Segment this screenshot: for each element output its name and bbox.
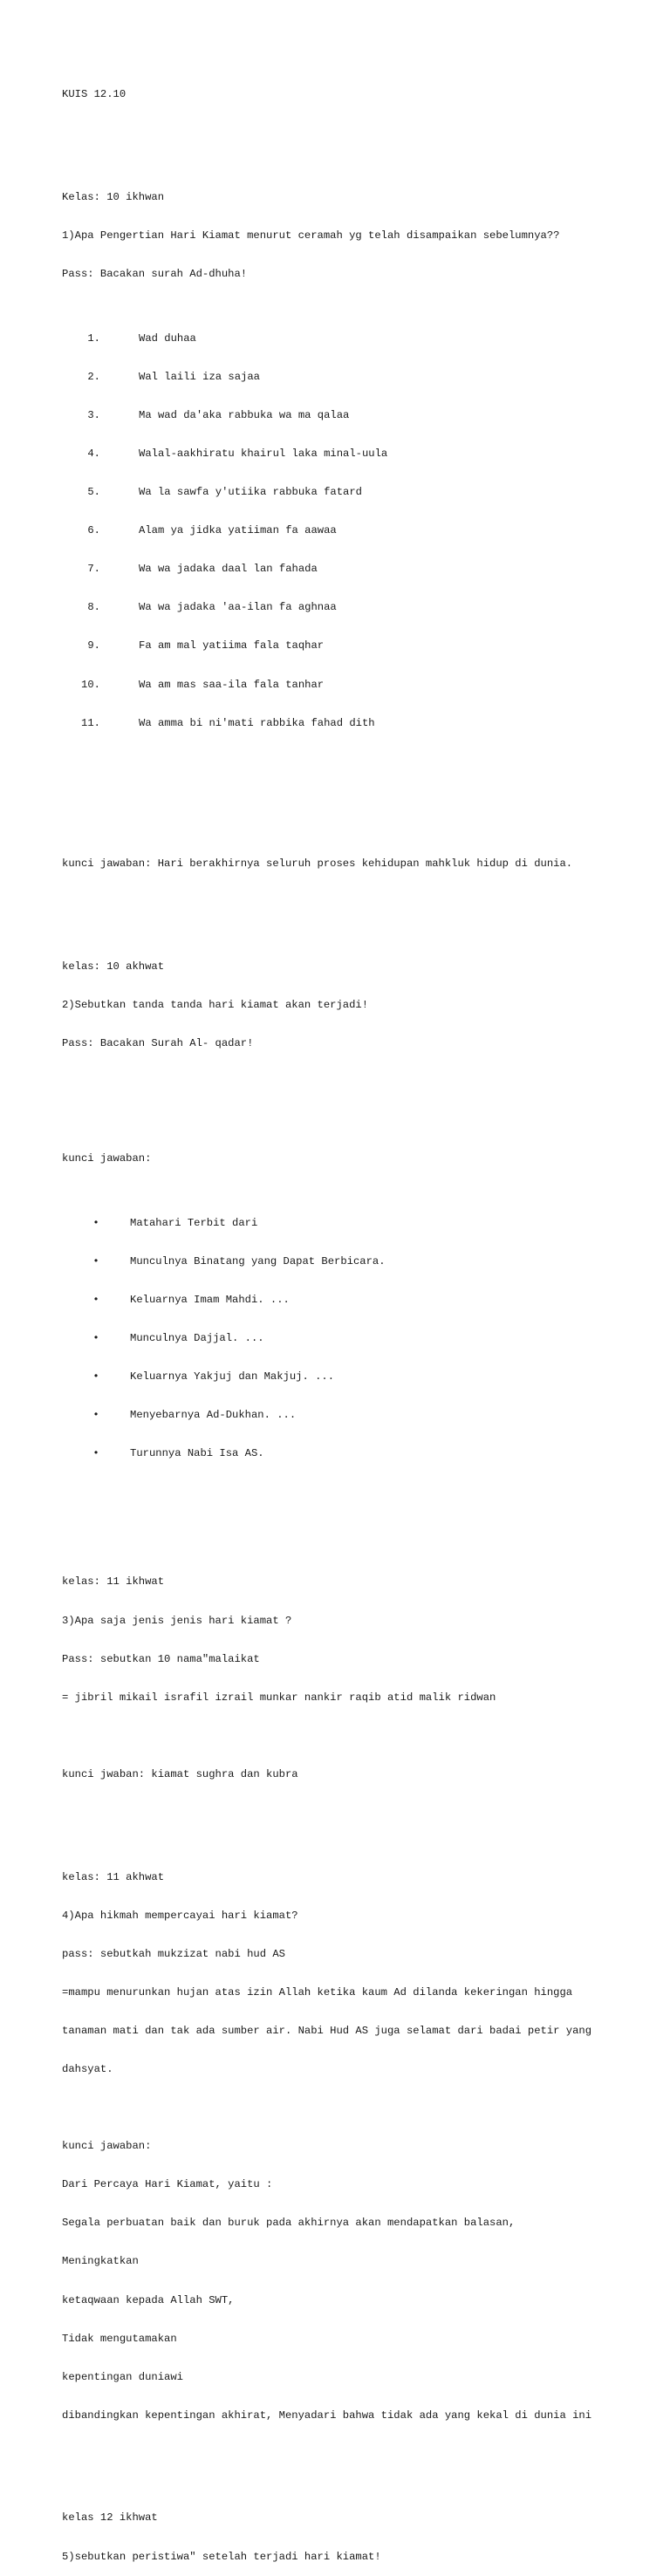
q1-verse-list [62, 306, 638, 755]
verse-item [62, 717, 638, 730]
verse-item [62, 679, 638, 692]
q4-kunci-line: Segala perbuatan baik dan buruk pada akhirnya akan mendapatkan balasan, [62, 2217, 516, 2230]
q2-pass: Pass: Bacakan Surah Al- qadar! [62, 1037, 254, 1050]
verse-item [62, 486, 638, 499]
bullet-item [62, 1370, 638, 1384]
bullet-icon: • [92, 1216, 99, 1229]
bullet-text: Keluarnya Yakjuj dan Makjuj. ... [130, 1370, 335, 1384]
bullet-text: Matahari Terbit dari [130, 1216, 258, 1229]
blank-line [62, 819, 638, 832]
verse-item [62, 409, 638, 422]
q4-kelas: kelas: 11 akhwat [62, 1870, 165, 1883]
bullet-text: Munculnya Dajjal. ... [130, 1332, 264, 1345]
bullet-icon: • [92, 1447, 99, 1460]
blank-line [62, 127, 638, 140]
verse-number: 5. [87, 486, 100, 499]
blank-line [62, 2101, 638, 2115]
q4-kunci-line: Meningkatkan [62, 2255, 139, 2268]
q2-kelas: kelas: 10 akhwat [62, 960, 165, 973]
blank-line [62, 1730, 638, 1743]
q2-bullet-list [62, 1191, 638, 1486]
verse-text: Wa la sawfa y'utiika rabbuka fatard [139, 486, 362, 499]
quiz-title: KUIS 12.10 [62, 88, 126, 101]
q4-kunci-label: kunci jawaban: [62, 2140, 152, 2153]
q1-kelas: Kelas: 10 ikhwan [62, 191, 165, 203]
verse-text: Wa amma bi ni'mati rabbika fahad dith [139, 716, 375, 729]
bullet-item [62, 1409, 638, 1422]
bullet-icon: • [92, 1409, 99, 1422]
q5-question: 5)sebutkan peristiwa" setelah terjadi hari kiamat! [62, 2550, 381, 2563]
bullet-icon: • [92, 1254, 99, 1268]
q4-kunci-line: ketaqwaan kepada Allah SWT, [62, 2293, 235, 2306]
q4-kunci-line: Dari Percaya Hari Kiamat, yaitu : [62, 2178, 273, 2191]
bullet-text: Munculnya Binatang yang Dapat Berbicara. [130, 1254, 386, 1268]
verse-text: Wad duhaa [139, 331, 196, 345]
verse-number: 8. [87, 601, 100, 614]
verse-number: 6. [87, 524, 100, 537]
verse-text: Wa wa jadaka daal lan fahada [139, 563, 318, 576]
q1-kunci: kunci jawaban: Hari berakhirnya seluruh proses kehidupan mahkluk hidup di dunia. [62, 858, 573, 871]
verse-item [62, 563, 638, 576]
verse-text: Fa am mal yatiima fala taqhar [139, 639, 325, 653]
verse-item [62, 371, 638, 384]
q4-kunci-line: dibandingkan kepentingan akhirat, Menyadari bahwa tidak ada yang kekal di dunia ini [62, 2409, 592, 2422]
verse-number: 9. [87, 639, 100, 653]
bullet-item [62, 1447, 638, 1460]
q4-answer-line: tanaman mati dan tak ada sumber air. Nabi Hud AS juga selamat dari badai petir yang [62, 2024, 592, 2037]
q5-kelas: kelas 12 ikhwat [62, 2511, 158, 2525]
q3-question: 3)Apa saja jenis jenis hari kiamat ? [62, 1614, 292, 1627]
bullet-item [62, 1294, 638, 1307]
verse-number: 1. [87, 331, 100, 345]
verse-text: Wa wa jadaka 'aa-ilan fa aghnaa [139, 601, 337, 614]
q2-kunci-label: kunci jawaban: [62, 1152, 152, 1165]
q1-question: 1)Apa Pengertian Hari Kiamat menurut ceramah yg telah disampaikan sebelumnya?? [62, 229, 560, 243]
verse-text: Wal laili iza sajaa [139, 370, 260, 383]
q3-pass: Pass: sebutkan 10 nama"malaikat [62, 1652, 260, 1665]
verse-text: Alam ya jidka yatiiman fa aawaa [139, 524, 337, 537]
verse-item [62, 448, 638, 461]
q3-kunci: kunci jwaban: kiamat sughra dan kubra [62, 1767, 298, 1780]
q4-question: 4)Apa hikmah mempercayai hari kiamat? [62, 1909, 298, 1922]
bullet-icon: • [92, 1370, 99, 1384]
blank-line [62, 1076, 638, 1089]
q2-question: 2)Sebutkan tanda tanda hari kiamat akan terjadi! [62, 999, 369, 1011]
verse-item [62, 332, 638, 345]
blank-line [62, 781, 638, 794]
blank-line [62, 1807, 638, 1820]
verse-text: Walal-aakhiratu khairul laka minal-uula [139, 447, 388, 460]
q1-pass: Pass: Bacakan surah Ad-dhuha! [62, 268, 248, 281]
verse-number: 4. [87, 447, 100, 460]
q4-pass: pass: sebutkah mukzizat nabi hud AS [62, 1947, 285, 1960]
bullet-text: Turunnya Nabi Isa AS. [130, 1447, 264, 1460]
q3-answer: = jibril mikail israfil izrail munkar nankir raqib atid malik ridwan [62, 1691, 496, 1704]
q3-kelas: kelas: 11 ikhwat [62, 1575, 165, 1589]
verse-item [62, 524, 638, 537]
blank-line [62, 1114, 638, 1127]
bullet-icon: • [92, 1294, 99, 1307]
verse-item [62, 639, 638, 653]
blank-line [62, 2448, 638, 2461]
verse-text: Wa am mas saa-ila fala tanhar [139, 678, 325, 691]
bullet-text: Keluarnya Imam Mahdi. ... [130, 1294, 290, 1307]
bullet-item [62, 1217, 638, 1230]
bullet-item [62, 1255, 638, 1268]
q4-answer-line: =mampu menurunkan hujan atas izin Allah ketika kaum Ad dilanda kekeringan hingga [62, 1985, 573, 1999]
q4-answer-line: dahsyat. [62, 2062, 113, 2075]
bullet-text: Menyebarnya Ad-Dukhan. ... [130, 1409, 297, 1422]
document-page [62, 63, 638, 2576]
q4-kunci-line: kepentingan duniawi [62, 2370, 183, 2383]
verse-text: Ma wad da'aka rabbuka wa ma qalaa [139, 408, 350, 421]
bullet-item [62, 1332, 638, 1345]
verse-number: 2. [87, 370, 100, 383]
verse-item [62, 601, 638, 614]
bullet-icon: • [92, 1332, 99, 1345]
blank-line [62, 1512, 638, 1525]
verse-number: 10. [81, 678, 100, 691]
blank-line [62, 896, 638, 909]
verse-number: 3. [87, 408, 100, 421]
verse-number: 7. [87, 563, 100, 576]
q4-kunci-line: Tidak mengutamakan [62, 2332, 177, 2345]
verse-number: 11. [81, 716, 100, 729]
